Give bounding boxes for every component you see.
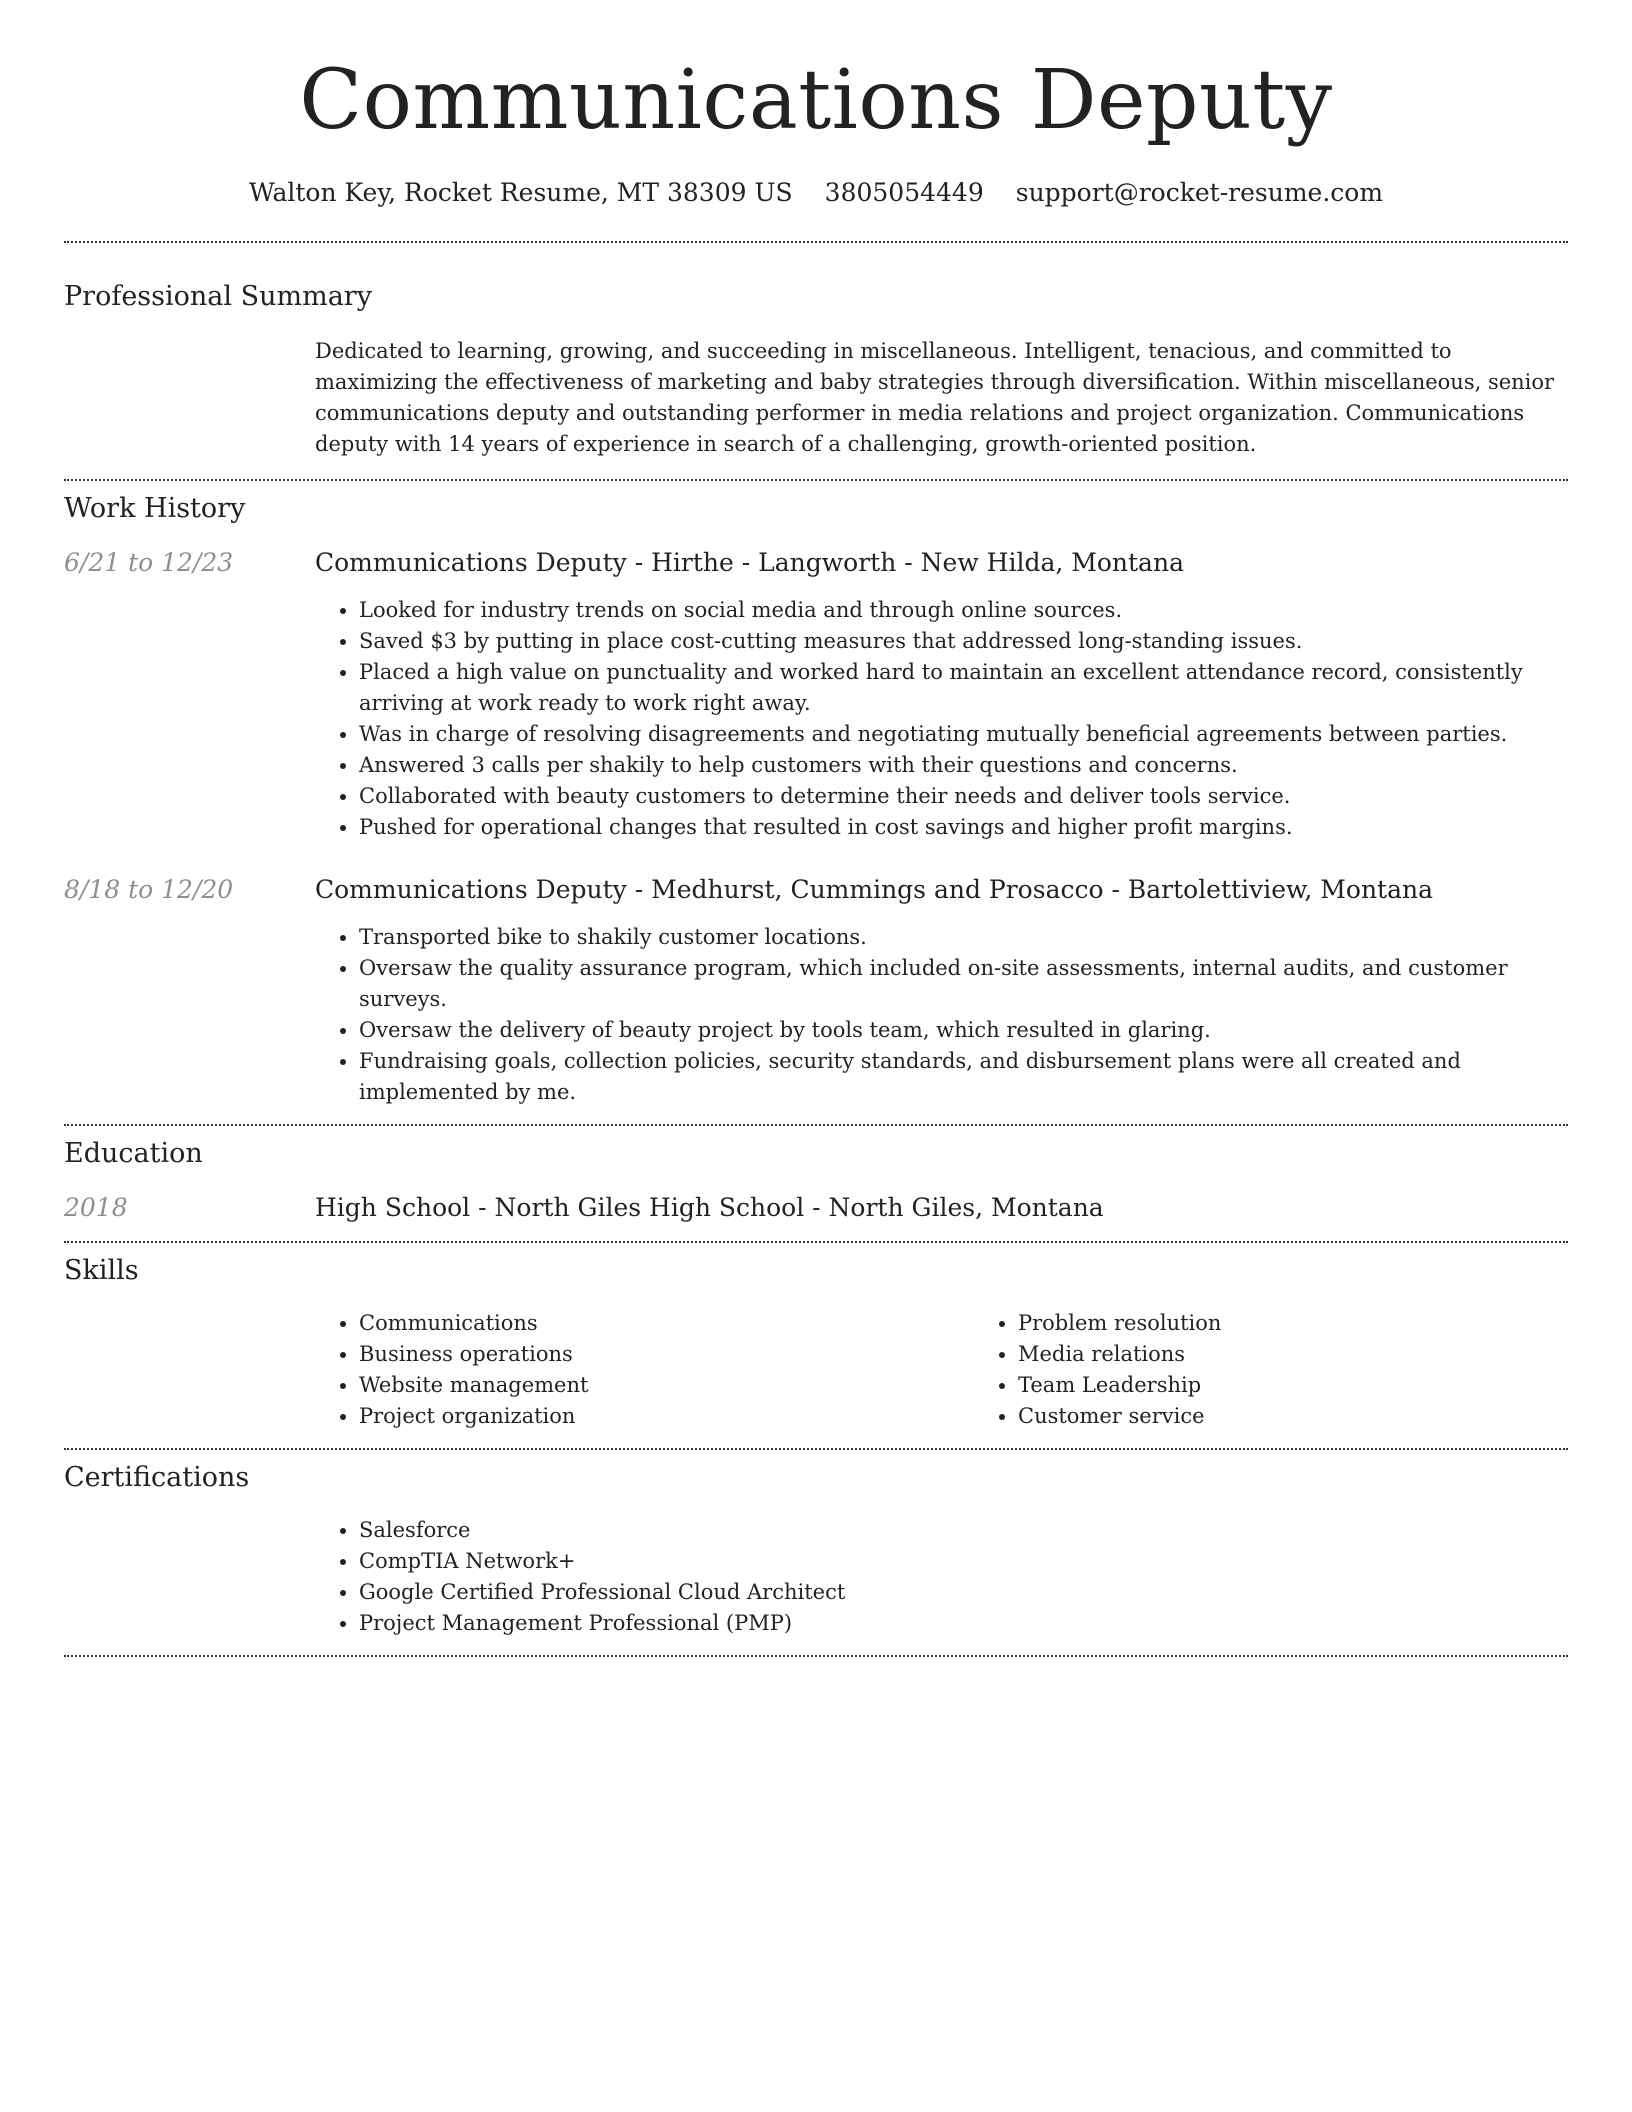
section-title-certifications: Certifications	[64, 1462, 250, 1493]
certification-item: • Salesforce	[359, 1515, 1568, 1546]
job-dates: 8/18 to 12/20	[64, 875, 234, 904]
skills-list-left	[315, 1308, 974, 1432]
skill-item: • Communications	[359, 1308, 974, 1339]
job-bullet: • Fundraising goals, collection policies, security standards, and disbursement plans were all created and implemented by me.	[359, 1046, 1568, 1108]
contact-phone: 3805054449	[824, 178, 984, 207]
contact-email: support@rocket-resume.com	[1015, 178, 1384, 207]
skill-item: • Project organization	[359, 1401, 974, 1432]
job-bullet: • Pushed for operational changes that resulted in cost savings and higher profit margins.	[359, 812, 1568, 843]
section-title-summary: Professional Summary	[64, 281, 372, 312]
skill-item: • Team Leadership	[1018, 1370, 1632, 1401]
job-entry	[0, 546, 1632, 843]
certification-item: • CompTIA Network+	[359, 1546, 1568, 1577]
skills-list-right	[974, 1308, 1632, 1432]
job-heading: Communications Deputy - Hirthe - Langworth - New Hilda, Montana	[315, 548, 1184, 577]
section-title-education: Education	[64, 1138, 203, 1169]
certifications-list	[315, 1515, 1568, 1639]
job-bullets	[315, 595, 1568, 843]
education-section	[0, 1126, 1632, 1241]
contact-address: Walton Key, Rocket Resume, MT 38309 US	[248, 178, 793, 207]
education-year: 2018	[64, 1193, 128, 1222]
certification-item: • Google Certified Professional Cloud Architect	[359, 1577, 1568, 1608]
certification-item: • Project Management Professional (PMP)	[359, 1608, 1568, 1639]
skills-section	[0, 1243, 1632, 1448]
job-bullet: • Placed a high value on punctuality and worked hard to maintain an excellent attendance record, consistently arriving at work ready to work right away.	[359, 657, 1568, 719]
job-bullet: • Collaborated with beauty customers to determine their needs and deliver tools service.	[359, 781, 1568, 812]
summary-text: Dedicated to learning, growing, and succeeding in miscellaneous. Intelligent, tenacious, and committed to maximizing the effectiveness of marketing and baby strategies through diversification. Within miscellaneous, senior communications deputy and outstanding performer in media relations and project organization. Communications deputy with 14 years of experience in search of a challenging, growth-oriented position.	[315, 339, 1555, 456]
job-bullets	[315, 922, 1568, 1108]
resume-header	[0, 0, 1632, 207]
job-bullet: • Transported bike to shakily customer locations.	[359, 922, 1568, 953]
section-divider	[64, 1655, 1568, 1657]
work-history-section	[0, 481, 1632, 1124]
job-bullet: • Oversaw the quality assurance program, which included on-site assessments, internal audits, and customer surveys.	[359, 953, 1568, 1015]
job-bullet: • Was in charge of resolving disagreements and negotiating mutually beneficial agreements between parties.	[359, 719, 1568, 750]
job-dates: 6/21 to 12/23	[64, 548, 234, 577]
certifications-section	[0, 1450, 1632, 1655]
education-entry	[0, 1191, 1632, 1241]
job-bullet: • Answered 3 calls per shakily to help customers with their questions and concerns.	[359, 750, 1568, 781]
section-title-work-history: Work History	[64, 493, 246, 524]
skill-item: • Business operations	[359, 1339, 974, 1370]
skill-item: • Website management	[359, 1370, 974, 1401]
job-bullet: • Oversaw the delivery of beauty project by tools team, which resulted in glaring.	[359, 1015, 1568, 1046]
job-bullet: • Saved $3 by putting in place cost-cutting measures that addressed long-standing issues.	[359, 626, 1568, 657]
section-title-skills: Skills	[64, 1255, 139, 1286]
job-heading: Communications Deputy - Medhurst, Cummings and Prosacco - Bartolettiview, Montana	[315, 875, 1434, 904]
summary-section	[0, 243, 1632, 479]
skill-item: • Media relations	[1018, 1339, 1632, 1370]
skill-item: • Problem resolution	[1018, 1308, 1632, 1339]
job-entry	[0, 873, 1632, 1124]
candidate-name: Communications Deputy	[299, 53, 1333, 148]
job-bullet: • Looked for industry trends on social media and through online sources.	[359, 595, 1568, 626]
skill-item: • Customer service	[1018, 1401, 1632, 1432]
education-heading: High School - North Giles High School - North Giles, Montana	[315, 1193, 1104, 1222]
contact-line	[0, 178, 1632, 207]
